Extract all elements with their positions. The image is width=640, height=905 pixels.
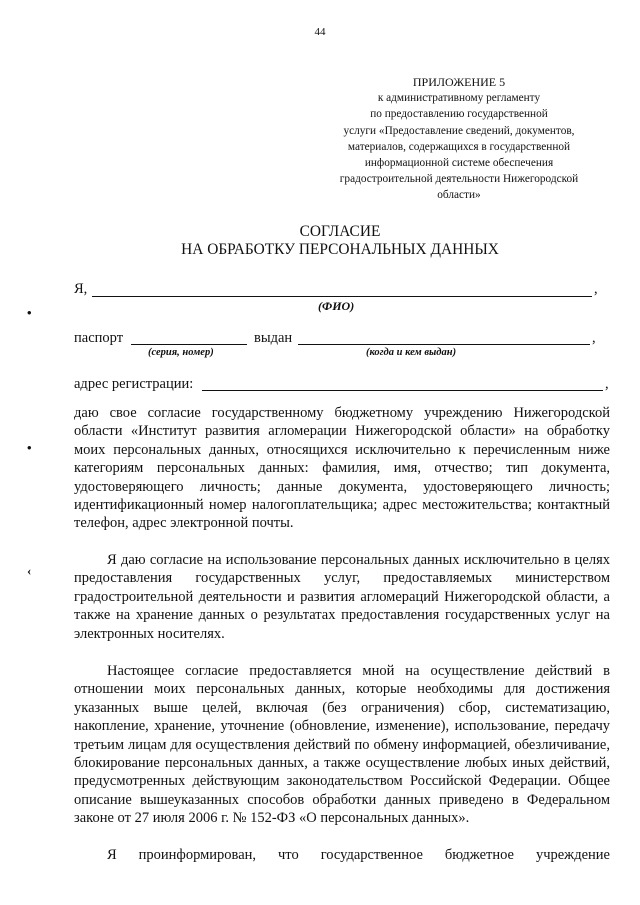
binder-mark: •: [27, 440, 32, 455]
series-caption: (серия, номер): [148, 347, 214, 358]
p4-word: бюджетное: [444, 847, 514, 863]
appendix-line: области»: [437, 189, 481, 202]
address-comma: ,: [605, 376, 609, 392]
passport-comma: ,: [592, 330, 596, 346]
consent-paragraph-1: даю свое согласие государственному бюджетному учреждению Нижегородской области «Институт развития агломерации Нижегородской области» на обработку моих персональных данных, относящихся исключительно к перечисленным ниже категориям персональных данных: фамилия, имя, отчество; тип документа, удостоверяющего личность; данные документа, удостоверяющего личность; идентификационный номер налогоплательщика; адрес местожительства; контактный телефон, адрес электронной почты.: [74, 405, 610, 532]
appendix-line: услуги «Предоставление сведений, документов,: [343, 124, 575, 137]
passport-series-field[interactable]: [131, 344, 247, 345]
appendix-line: материалов, содержащихся в государственной: [347, 140, 571, 153]
document-title: [90, 223, 590, 259]
appendix-line: информационной системе обеспечения: [364, 157, 554, 170]
passport-issued-field[interactable]: [298, 344, 590, 345]
address-field[interactable]: [202, 390, 603, 391]
title-line-1: СОГЛАСИЕ: [299, 223, 381, 240]
passport-label: паспорт: [74, 330, 124, 346]
binder-mark: ‹: [27, 563, 32, 578]
consent-paragraph-4: [74, 846, 610, 864]
fio-caption: (ФИО): [318, 299, 355, 313]
fio-field[interactable]: [92, 296, 592, 297]
i-label: Я,: [74, 281, 88, 297]
p4-word: учреждение: [535, 847, 610, 863]
appendix-block: [290, 74, 628, 204]
p4-word: Я: [107, 847, 117, 863]
p4-word: проинформирован,: [138, 847, 257, 863]
title-line-2: НА ОБРАБОТКУ ПЕРСОНАЛЬНЫХ ДАННЫХ: [181, 241, 499, 258]
appendix-heading: ПРИЛОЖЕНИЕ 5: [412, 75, 506, 89]
issued-label: выдан: [254, 330, 293, 346]
appendix-line: к административному регламенту: [377, 92, 541, 105]
consent-paragraph-2: Я даю согласие на использование персональных данных исключительно в целях предоставления государственных услуг, предоставляемых министерством градостроительной деятельности и развития агломераций Нижегородской области, а также на хранение данных о результатах предоставления государственных услуг на электронных носителях.: [74, 552, 610, 642]
p4-word: что: [278, 847, 299, 863]
appendix-line: по предоставлению государственной: [370, 108, 548, 121]
appendix-line: градостроительной деятельности Нижегородской: [339, 173, 579, 186]
consent-paragraph-3: Настоящее согласие предоставляется мной на осуществление действий в отношении моих персональных данных, которые необходимы для достижения указанных выше целей, включая (без ограничения) сбор, систематизацию, накопление, хранение, уточнение (обновление, изменение), использование, передачу третьим лицам для осуществления действий по обмену информацией, обезличивание, блокирование персональных данных, а также осуществление любых иных действий, предусмотренных действующим законодательством Российской Федерации. Общее описание вышеуказанных способов обработки данных приведено в Федеральном законе от 27 июля 2006 г. № 152-ФЗ «О персональных данных».: [74, 663, 610, 827]
issued-caption: (когда и кем выдан): [366, 347, 457, 358]
binder-mark: •: [27, 305, 32, 320]
page-number: 44: [314, 26, 326, 38]
p4-word: государственное: [320, 847, 423, 863]
address-label: адрес регистрации:: [74, 376, 194, 392]
fio-comma: ,: [594, 281, 598, 297]
